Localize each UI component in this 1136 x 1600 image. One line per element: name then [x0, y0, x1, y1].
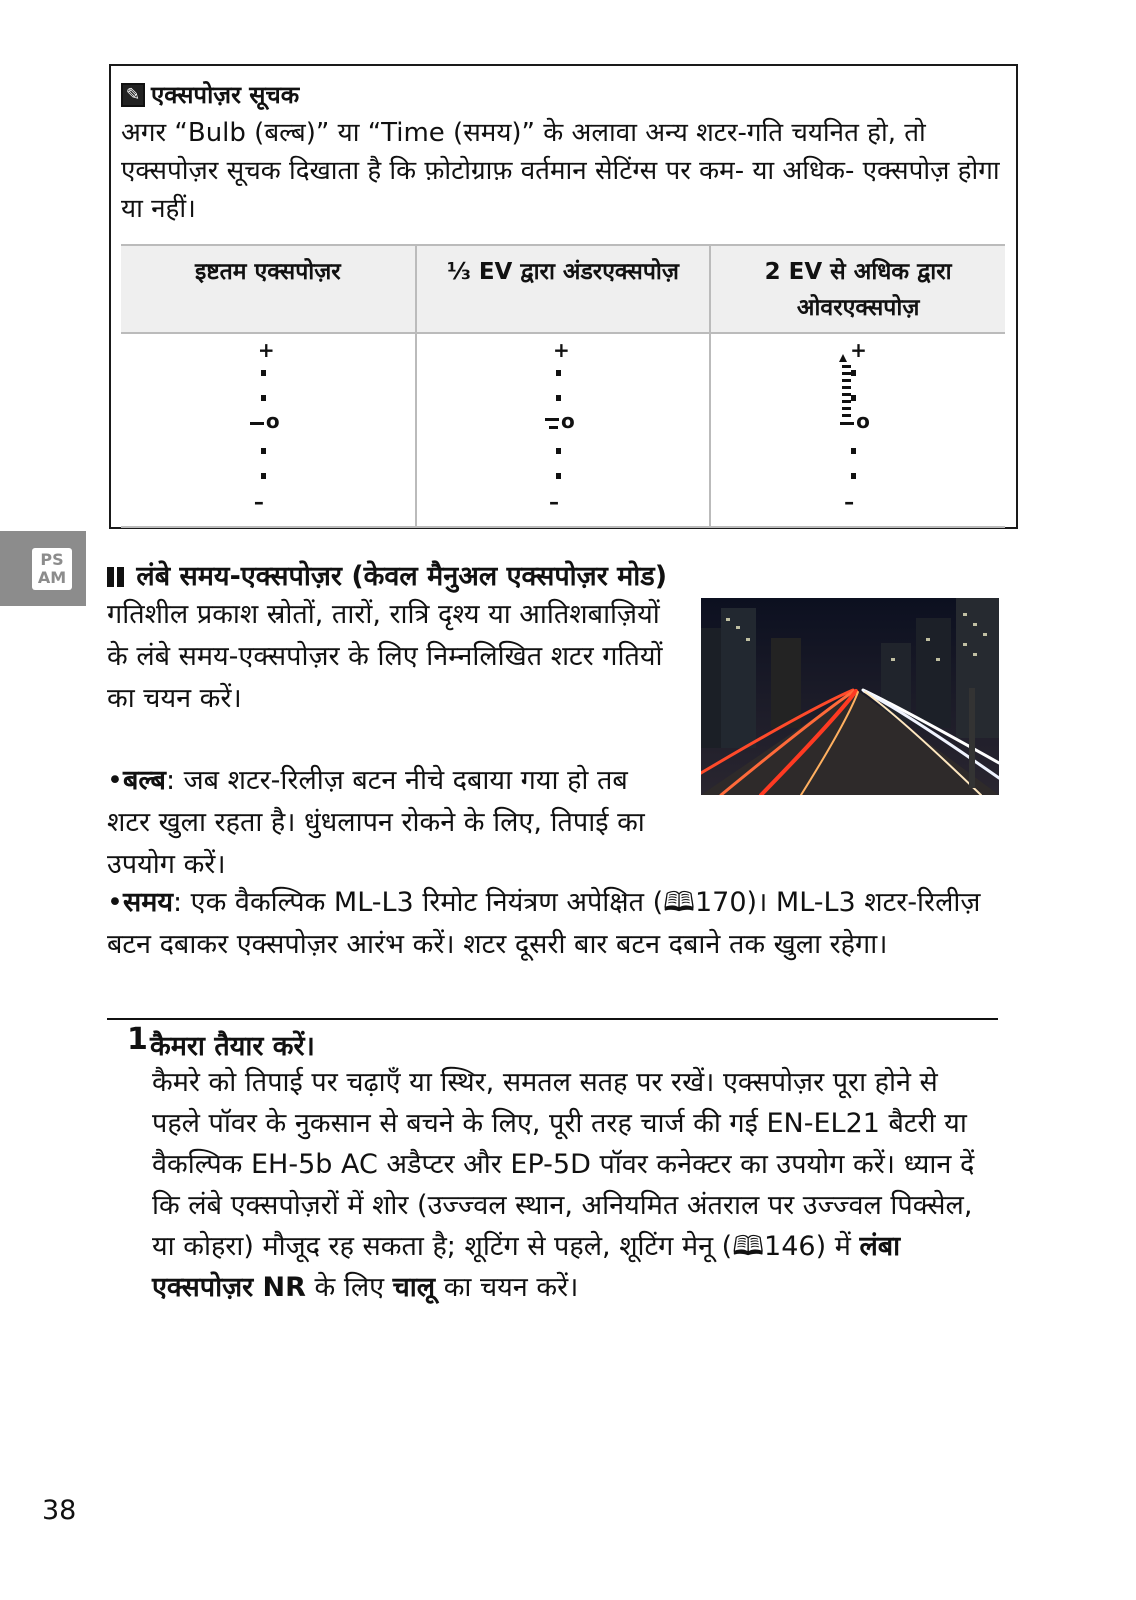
exposure-scale: [846, 340, 886, 516]
bulb-text: : जब शटर-रिलीज़ बटन नीचे दबाया गया हो तब शटर खुला रहता है। धुंधलापन रोकने के लिए, तिपाई का उपयोग करें।: [107, 765, 645, 880]
scale-minus: –: [253, 490, 264, 514]
psam-line2: AM: [37, 568, 67, 587]
scale-zero: o: [265, 409, 280, 433]
scale-tick: [556, 395, 561, 401]
bullet-dot: •: [107, 765, 123, 796]
exposure-indicator-note: [109, 64, 1018, 529]
table-header-under: ⅓ EV द्वारा अंडरएक्सपोज़: [416, 245, 711, 333]
heading-marker: [117, 567, 124, 587]
overexposure-bar: [842, 407, 851, 410]
step-text-a: कैमरे को तिपाई पर चढ़ाएँ या स्थिर, समतल सतह पर रखें। एक्सपोज़र पूरा होने से पहले पॉवर के नुकसान से बचने के लिए, पूरी तरह चार्ज की गई EN-EL21 बैटरी या वैकल्पिक EH-5b AC अडैप्टर और EP-5D पॉवर कनेक्टर का उपयोग करें। ध्यान दें कि लंबे एक्सपोज़रों में शोर (उज्ज्वल स्थान, अनियमित अंतराल पर उज्ज्वल पिक्सेल, या कोहरा) मौजूद रह सकता है; शूटिंग से पहले, शूटिंग मेनू (: [152, 1067, 975, 1262]
time-page-ref: 170: [695, 887, 747, 918]
scale-zero: o: [856, 409, 870, 433]
scale-tick: [261, 395, 266, 401]
scale-tick: [556, 448, 561, 454]
divider: [107, 1018, 998, 1020]
scale-zero-bar: [840, 422, 854, 425]
table-header-optimal: इष्टतम एक्सपोज़र: [121, 245, 416, 333]
bullet-bulb: [107, 760, 677, 886]
exposure-scale: [548, 338, 591, 516]
section-heading-text: लंबे समय-एक्सपोज़र (केवल मैनुअल एक्सपोज़र मोड): [136, 561, 668, 592]
step-text-c: के लिए: [305, 1272, 393, 1303]
overexposure-bar: [842, 414, 851, 417]
scale-zero-bar: [545, 418, 559, 421]
indicator-cell-under: [416, 333, 711, 527]
bullet-time: [107, 882, 987, 966]
step-text-d: का चयन करें।: [435, 1272, 579, 1303]
table-header-over: 2 EV से अधिक द्वारा ओवरएक्सपोज़: [710, 245, 1005, 333]
step-title: कैमरा तैयार करें।: [150, 1031, 315, 1062]
scale-tick: [851, 370, 856, 376]
note-title-text: एक्सपोज़र सूचक: [151, 81, 300, 109]
exposure-scale: [253, 338, 296, 516]
scale-tick: [261, 448, 266, 454]
scale-plus: +: [850, 338, 867, 362]
bullet-dot: •: [107, 887, 123, 918]
scale-tick: [851, 395, 856, 401]
overexposure-bar: [842, 365, 851, 368]
night-traffic-photo: [701, 598, 999, 795]
time-text-b: )। ML-L3 शटर-रिलीज़ बटन दबाकर एक्सपोज़र आरंभ करें। शटर दूसरी बार बटन दबाने तक खुला रहेगा।: [107, 887, 981, 960]
overexposure-bar: [842, 372, 851, 375]
step-number: 1: [127, 1022, 148, 1057]
scale-zero: o: [560, 409, 575, 433]
time-term: समय: [122, 887, 173, 918]
mode-side-tab: [0, 531, 86, 606]
overexposure-arrow: [839, 354, 847, 362]
overexposure-bar: [842, 400, 851, 403]
scale-tick: [261, 473, 266, 479]
option-on: चालू: [392, 1272, 436, 1303]
exposure-indicator-table: [121, 244, 1005, 528]
note-body: अगर “Bulb (बल्ब)” या “Time (समय)” के अलावा अन्य शटर-गति चयनित हो, तो एक्सपोज़र सूचक दिखाता है कि फ़ोटोग्राफ़ वर्तमान सेटिंग्स पर कम- या अधिक- एक्सपोज़ होगा या नहीं।: [121, 118, 1000, 224]
scale-tick: [851, 448, 856, 454]
step-body: [152, 1062, 992, 1308]
scale-minus: –: [548, 490, 559, 514]
pencil-icon: ✎: [121, 83, 145, 107]
indicator-cell-optimal: [121, 333, 416, 527]
scale-tick: [261, 370, 266, 376]
book-reference-icon: 🕮: [732, 1231, 765, 1262]
heading-marker: [107, 567, 114, 587]
underexposure-bar: [549, 426, 558, 429]
book-reference-icon: 🕮: [663, 887, 695, 918]
overexposure-bar: [842, 386, 851, 389]
indicator-cell-over: [710, 333, 1005, 527]
bulb-term: बल्ब: [122, 765, 166, 796]
section-heading: [107, 556, 667, 593]
step-page-ref: 146: [764, 1231, 816, 1262]
scale-tick: [556, 370, 561, 376]
psam-line1: PS: [40, 550, 64, 569]
overexposure-bar: [842, 393, 851, 396]
note-title: [121, 78, 299, 111]
scale-tick: [851, 473, 856, 479]
overexposure-bar: [842, 379, 851, 382]
step-text-b: ) में: [815, 1231, 860, 1262]
section-intro: गतिशील प्रकाश स्रोतों, तारों, रात्रि दृश्य या आतिशबाज़ियों के लंबे समय-एक्सपोज़र के लिए निम्नलिखित शटर गतियों का चयन करें।: [107, 599, 663, 714]
psam-mode-icon: [32, 548, 72, 590]
time-text-a: : एक वैकल्पिक ML-L3 रिमोट नियंत्रण अपेक्षित (: [173, 887, 664, 918]
scale-tick: [556, 473, 561, 479]
menu-item-long-exposure-nr: लंबा एक्सपोज़र NR: [152, 1231, 901, 1303]
scale-minus: –: [844, 490, 855, 514]
page-number: 38: [42, 1495, 77, 1526]
scale-zero-bar: [250, 422, 264, 425]
scale-plus: +: [257, 338, 275, 362]
scale-plus: +: [552, 338, 570, 362]
